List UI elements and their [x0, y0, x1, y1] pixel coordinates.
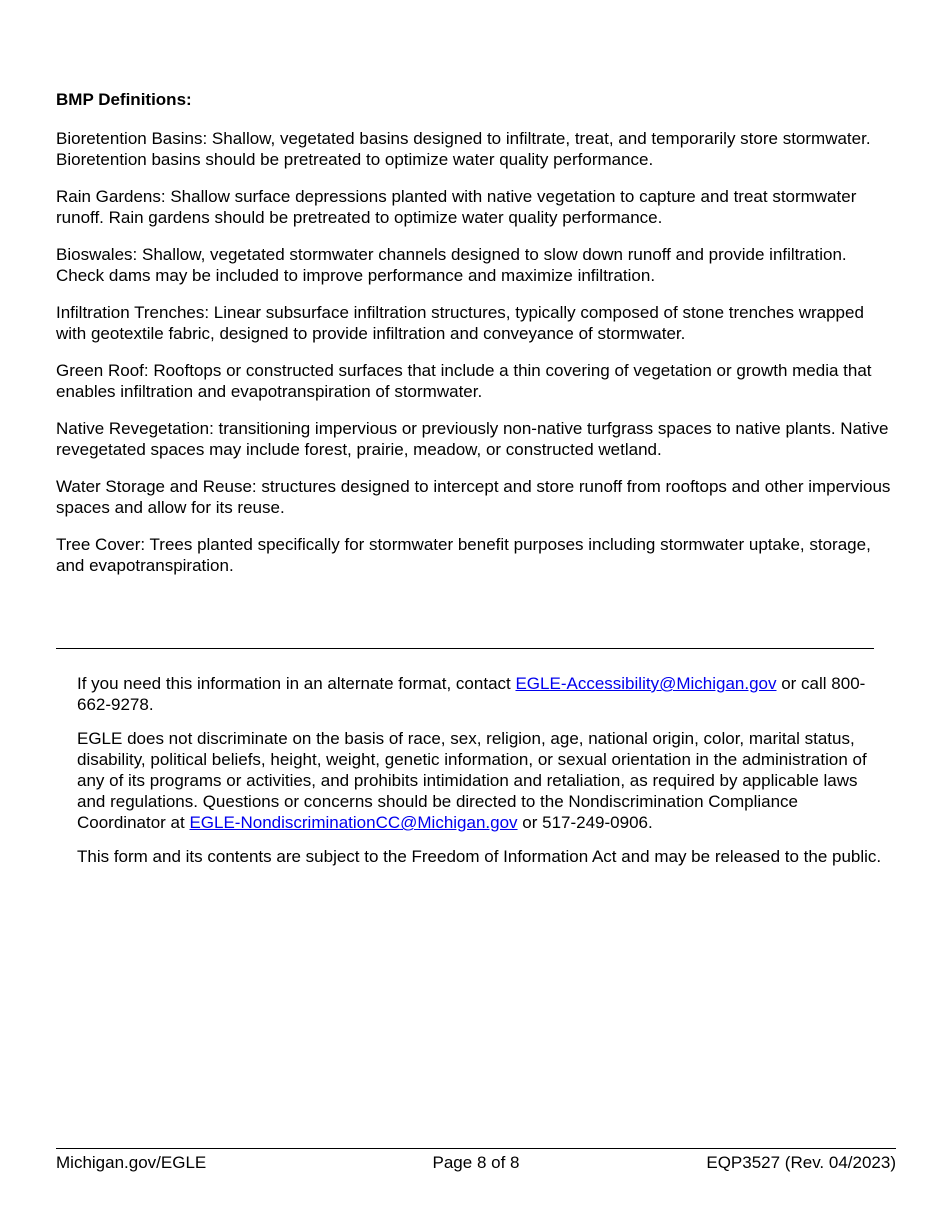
accessibility-notice	[77, 673, 887, 880]
definition-water-storage-reuse: Water Storage and Reuse: structures designed to intercept and store runoff from rooftops and other impervious spaces and allow for its reuse.	[56, 477, 891, 517]
section-heading: BMP Definitions:	[56, 90, 192, 109]
nondiscrimination-email-link[interactable]: EGLE-NondiscriminationCC@Michigan.gov	[189, 813, 518, 832]
definition-green-roof: Green Roof: Rooftops or constructed surfaces that include a thin covering of vegetation or growth media that enables infiltration and evapotranspiration of stormwater.	[56, 361, 872, 401]
definition-tree-cover: Tree Cover: Trees planted specifically for stormwater benefit purposes including stormwater uptake, storage, and evapotranspiration.	[56, 535, 871, 575]
alt-format-suffix: or call 800-662-9278.	[77, 674, 866, 714]
foia-paragraph: This form and its contents are subject to the Freedom of Information Act and may be released to the public.	[77, 847, 882, 866]
accessibility-email-link[interactable]: EGLE-Accessibility@Michigan.gov	[515, 674, 777, 693]
alt-format-prefix: If you need this information in an alternate format, contact	[77, 674, 516, 693]
nondiscrimination-paragraph	[77, 728, 887, 833]
nondiscrimination-prefix: EGLE does not discriminate on the basis of race, sex, religion, age, national origin, color, marital status, disability, political beliefs, height, weight, genetic information, or sexual orientation in the administration of any of its programs or activities, and prohibits intimidation and retaliation, as required by applicable laws and regulations. Questions or concerns should be directed to the Nondiscrimination Compliance Coordinator at	[77, 729, 867, 832]
definition-bioretention-basins: Bioretention Basins: Shallow, vegetated basins designed to infiltrate, treat, and temporarily store stormwater. Bioretention basins should be pretreated to optimize water quality performance.	[56, 129, 871, 169]
page-footer	[56, 1152, 896, 1174]
alt-format-paragraph	[77, 673, 887, 715]
definition-infiltration-trenches: Infiltration Trenches: Linear subsurface infiltration structures, typically composed of stone trenches wrapped with geotextile fabric, designed to provide infiltration and conveyance of stormwater.	[56, 303, 864, 343]
definition-rain-gardens: Rain Gardens: Shallow surface depressions planted with native vegetation to capture and treat stormwater runoff. Rain gardens should be pretreated to optimize water quality performance.	[56, 187, 857, 227]
footer-form-id: EQP3527 (Rev. 04/2023)	[706, 1153, 896, 1172]
footer-website: Michigan.gov/EGLE	[56, 1153, 207, 1172]
footer-page-number: Page 8 of 8	[432, 1153, 520, 1172]
definitions-list	[56, 128, 896, 592]
section-divider	[56, 648, 874, 649]
footer-divider	[56, 1148, 896, 1149]
definition-native-revegetation: Native Revegetation: transitioning impervious or previously non-native turfgrass spaces to native plants. Native revegetated spaces may include forest, prairie, meadow, or constructed wetland.	[56, 419, 889, 459]
nondiscrimination-suffix: or 517-249-0906.	[517, 813, 653, 832]
definition-bioswales: Bioswales: Shallow, vegetated stormwater channels designed to slow down runoff and provide infiltration. Check dams may be included to improve performance and maximize infiltration.	[56, 245, 847, 285]
